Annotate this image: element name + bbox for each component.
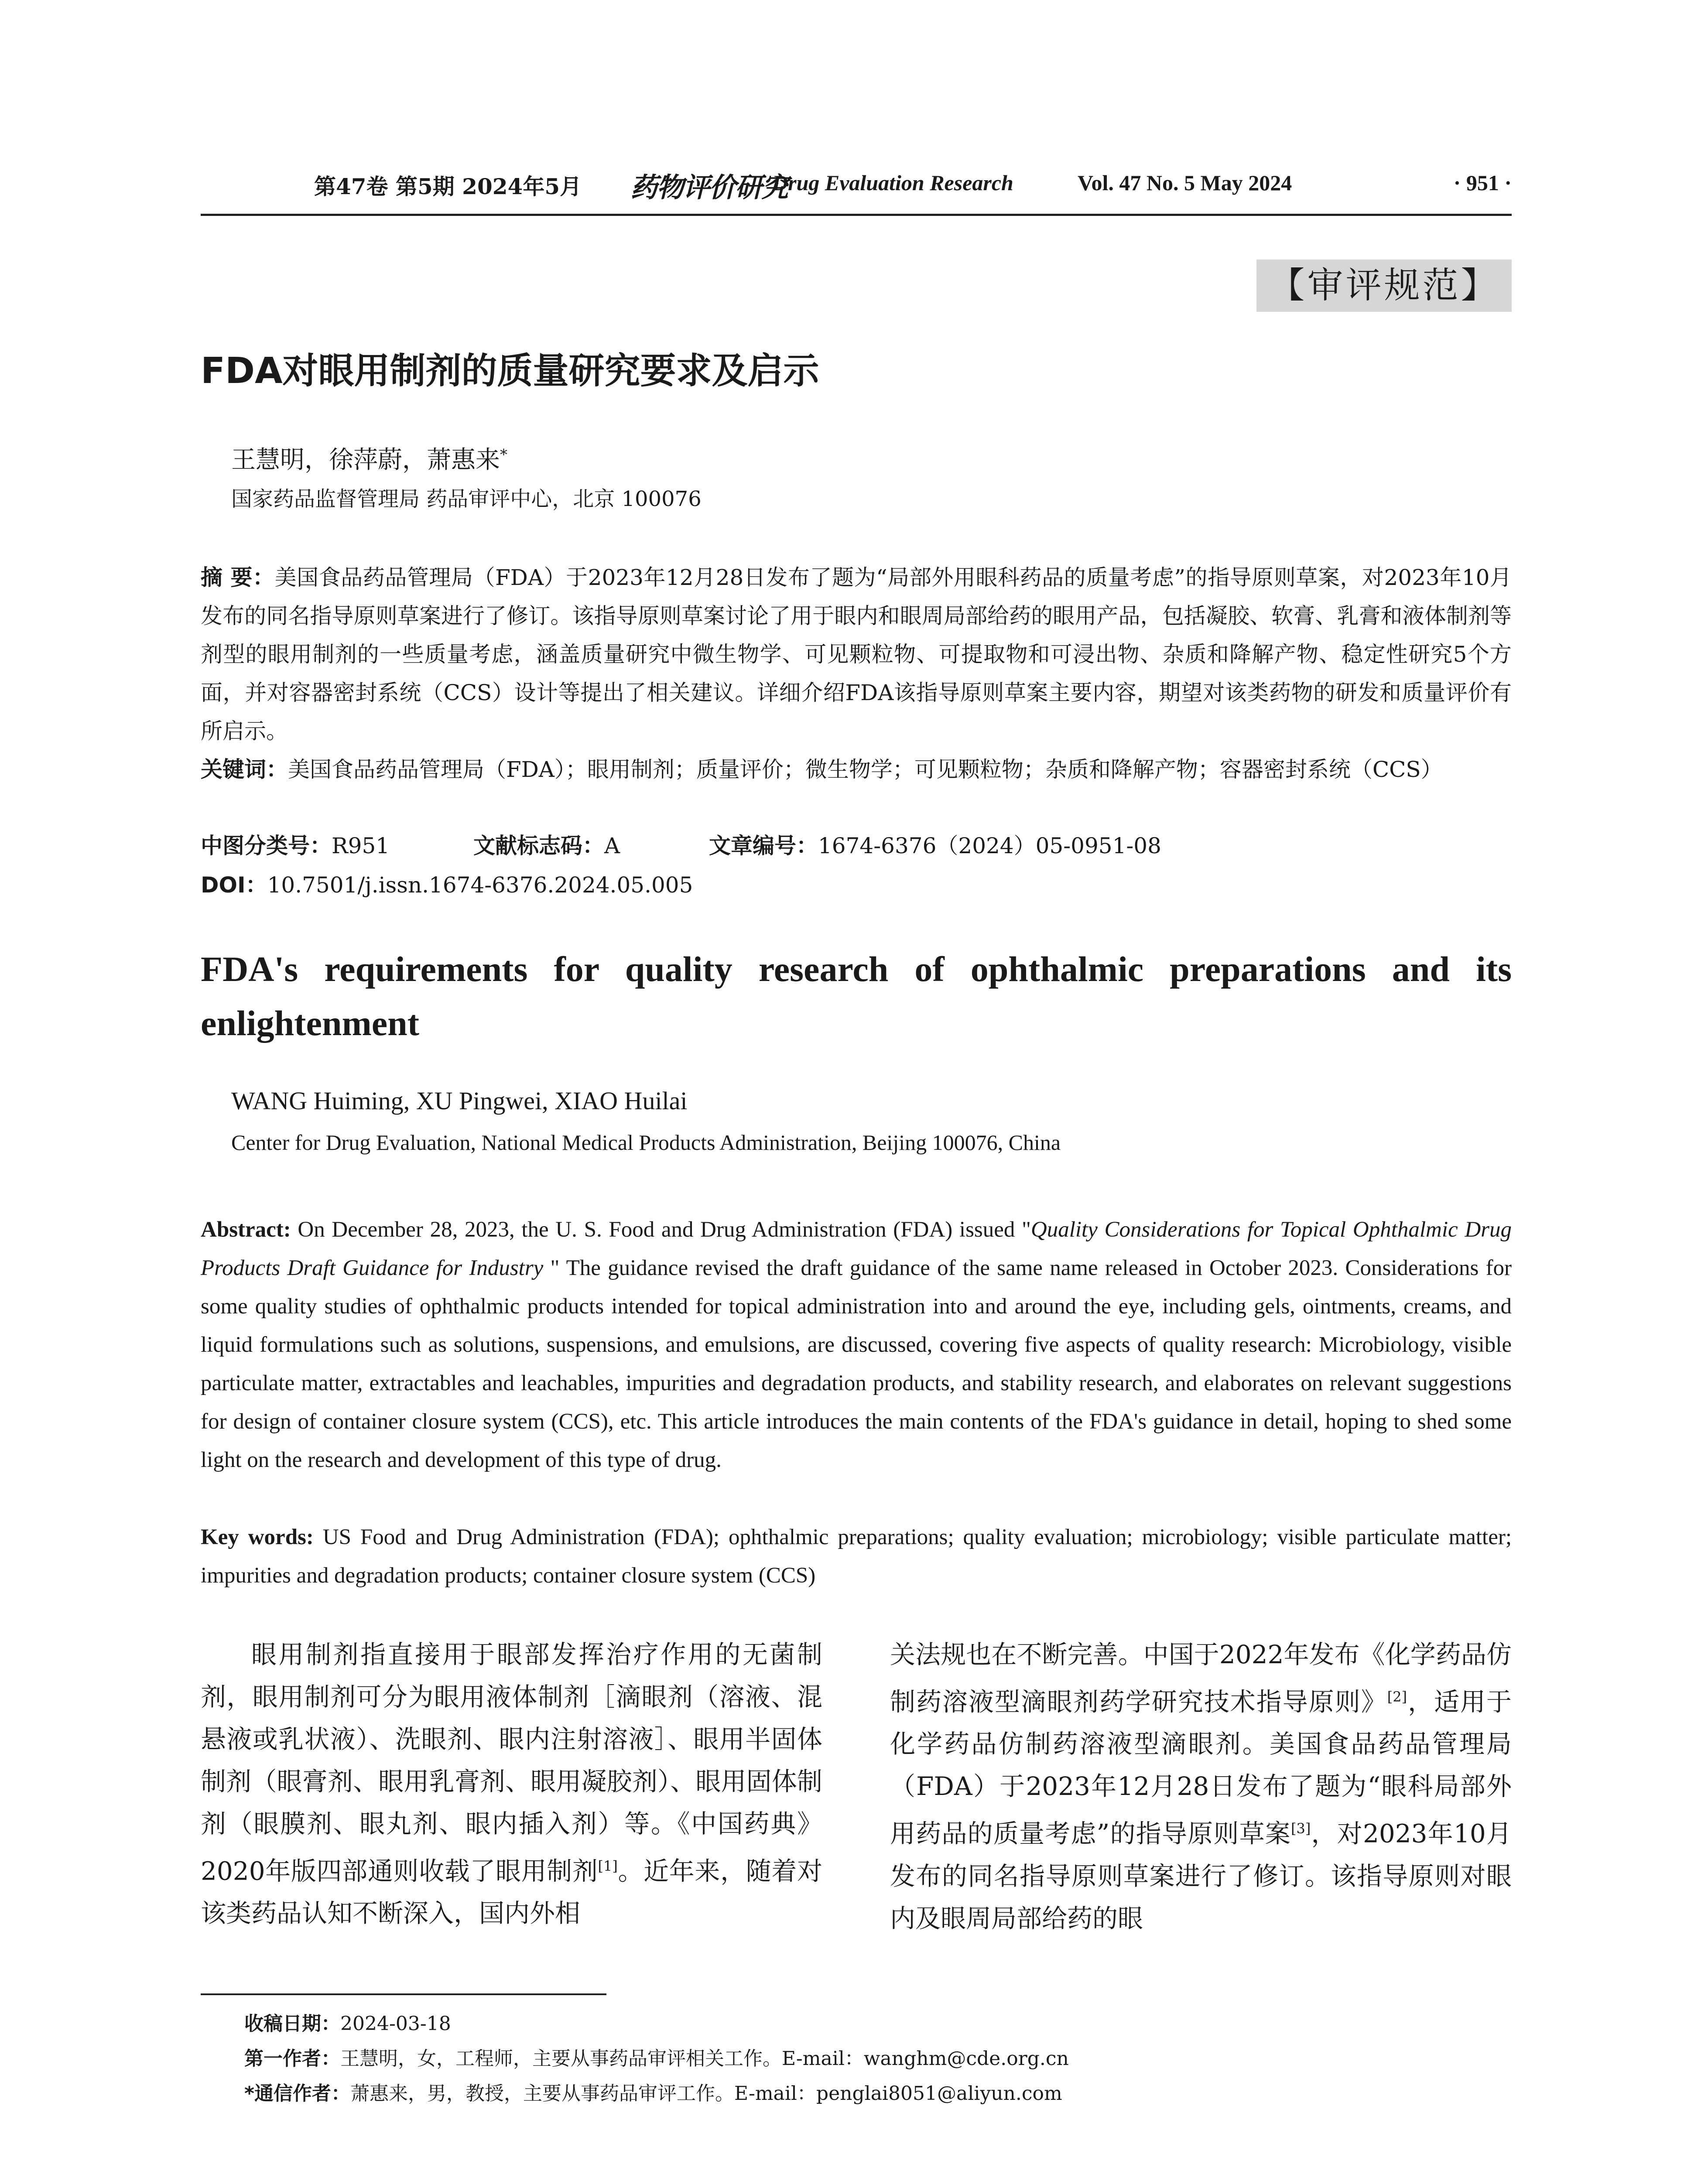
body-text: ，对2023年10月发布的同名指导原则草案进行了修订。该指导原则对眼内及眼周局部给药的眼	[890, 1819, 1512, 1933]
clc-value: R951	[332, 833, 390, 858]
doi-value[interactable]: 10.7501/j.issn.1674-6376.2024.05.005	[267, 872, 693, 898]
en-keywords-label: Key words:	[201, 1525, 314, 1549]
issue-info-cn: 第47卷 第5期 2024年5月	[314, 174, 582, 199]
cn-abstract-text: 美国食品药品管理局（FDA）于2023年12月28日发布了题为“局部外用眼科药品的质量考虑”的指导原则草案，对2023年10月发布的同名指导原则草案进行了修订。该指导原则草案讨论了用于眼内和眼周局部给药的眼用产品，包括凝胶、软膏、乳膏和液体制剂等剂型的眼用制剂的一些质量考虑，涵盖质量研究中微生物学、可见颗粒物、可提取物和可浸出物、杂质和降解产物、稳定性研究5个方面，并对容器密封系统（CCS）设计等提出了相关建议。详细介绍FDA该指导原则草案主要内容，期望对该类药物的研发和质量评价有所启示。	[201, 565, 1512, 744]
doi	[201, 866, 693, 904]
journal-name-en: Drug Evaluation Research	[772, 171, 1013, 195]
cn-author-names: 王慧明，徐萍蔚，萧惠来	[231, 446, 500, 474]
doc-code-label: 文献标志码：	[473, 833, 604, 858]
body-text: 。近年来，随着对该类药品认知不断深入，国内外相	[201, 1856, 822, 1928]
body-paragraph	[201, 1634, 822, 1935]
en-abstract-part2: " The guidance revised the draft guidance of the same name released in October 2023. Considerations for some quality studies of ophthalmic products intended for topical administration into and around the eye, including gels, ointments, creams, and liquid formulations such as solutions, suspensions, and emulsions, are discussed, covering five aspects of quality research: Microbiology, visible particulate matter, extractables and leachables, impurities and degradation products, and stability research, and elaborates on relevant suggestions for design of container closure system (CCS), etc. This article introduces the main contents of the FDA's guidance in detail, hoping to shed some light on the research and development of this type of drug.	[201, 1256, 1512, 1472]
footnote-received	[244, 2011, 451, 2037]
cn-keywords-label: 关键词：	[201, 757, 288, 782]
doi-label: DOI：	[201, 872, 267, 898]
article-no-value: 1674-6376（2024）05-0951-08	[818, 833, 1161, 858]
footnote-label: *通信作者：	[244, 2082, 351, 2105]
body-column-left	[201, 1634, 822, 1935]
body-text: ，适用于化学药品仿制药溶液型滴眼剂。美国食品药品管理局（FDA）于2023年12月28日发布了题为“眼科局部外用药品的质量考虑”的指导原则草案	[890, 1687, 1512, 1849]
body-paragraph	[890, 1634, 1512, 1940]
article-no-label: 文章编号：	[709, 833, 818, 858]
en-keywords	[201, 1518, 1512, 1595]
footnote-label: 第一作者：	[244, 2048, 340, 2070]
footnote-divider	[201, 1993, 606, 1995]
citation-ref[interactable]: [1]	[598, 1858, 618, 1874]
clc-item	[201, 827, 390, 865]
body-text: 眼用制剂指直接用于眼部发挥治疗作用的无菌制剂，眼用制剂可分为眼用液体制剂［滴眼剂（溶液、混悬液或乳状液）、洗眼剂、眼内注射溶液］、眼用半固体制剂（眼膏剂、眼用乳膏剂、眼用凝胶剂）、眼用固体制剂（眼膜剂、眼丸剂、眼内插入剂）等。《中国药典》2020年版四部通则收载了眼用制剂	[201, 1640, 822, 1886]
article-no-item	[709, 827, 1161, 865]
footnote-value: 王慧明，女，工程师，主要从事药品审评相关工作。E-mail：wanghm@cde.org.cn	[340, 2048, 1069, 2070]
volume-info-en: Vol. 47 No. 5 May 2024	[1078, 171, 1292, 195]
footnote-label: 收稿日期：	[244, 2013, 340, 2035]
corresponding-mark: *	[500, 446, 507, 464]
cn-abstract-label: 摘 要：	[201, 565, 275, 590]
cn-authors	[231, 441, 507, 475]
cn-abstract	[201, 558, 1512, 750]
cn-keywords-text: 美国食品药品管理局（FDA）；眼用制剂；质量评价；微生物学；可见颗粒物；杂质和降解产物；容器密封系统（CCS）	[288, 757, 1443, 782]
footnote-value: 2024-03-18	[340, 2013, 451, 2035]
en-abstract-part1: On December 28, 2023, the U. S. Food and Drug Administration (FDA) issued "	[291, 1217, 1031, 1242]
citation-ref[interactable]: [3]	[1291, 1820, 1311, 1837]
body-text: 关法规也在不断完善。中国于2022年发布《化学药品仿制药溶液型滴眼剂药学研究技术指导原则》	[890, 1640, 1512, 1717]
doc-code-value: A	[604, 833, 620, 858]
en-keywords-text: US Food and Drug Administration (FDA); ophthalmic preparations; quality evaluation; microbiology; visible particulate matter; impurities and degradation products; container closure system (CCS)	[201, 1525, 1512, 1588]
footnote-corresponding	[244, 2081, 1062, 2107]
page-number: · 951 ·	[1453, 171, 1512, 195]
citation-ref[interactable]: [2]	[1387, 1689, 1407, 1705]
en-abstract-label: Abstract:	[201, 1217, 291, 1242]
en-affiliation: Center for Drug Evaluation, National Medical Products Administration, Beijing 100076, China	[231, 1130, 1061, 1155]
footnote-value: 萧惠来，男，教授，主要从事药品审评工作。E-mail：penglai8051@aliyun.com	[350, 2082, 1062, 2105]
doc-code-item	[473, 827, 620, 865]
cn-affiliation: 国家药品监督管理局 药品审评中心，北京 100076	[231, 487, 702, 511]
journal-logo: 药物评价研究	[630, 171, 788, 203]
clc-label: 中图分类号：	[201, 833, 332, 858]
column-tag: 【审评规范】	[1256, 260, 1512, 312]
en-abstract-guidance-title: Quality Considerations for Topical Ophthalmic Drug Products Draft Guidance for Industry	[201, 1217, 1512, 1280]
en-abstract	[201, 1210, 1512, 1479]
cn-title: FDA对眼用制剂的质量研究要求及启示	[201, 350, 819, 392]
en-title: FDA's requirements for quality research of ophthalmic preparations and its enlightenment	[201, 949, 1512, 1043]
body-column-right	[890, 1634, 1512, 1940]
footnote-first-author	[244, 2046, 1069, 2072]
en-authors: WANG Huiming, XU Pingwei, XIAO Huilai	[231, 1087, 688, 1115]
cn-keywords	[201, 750, 1512, 789]
running-header	[201, 166, 1512, 216]
